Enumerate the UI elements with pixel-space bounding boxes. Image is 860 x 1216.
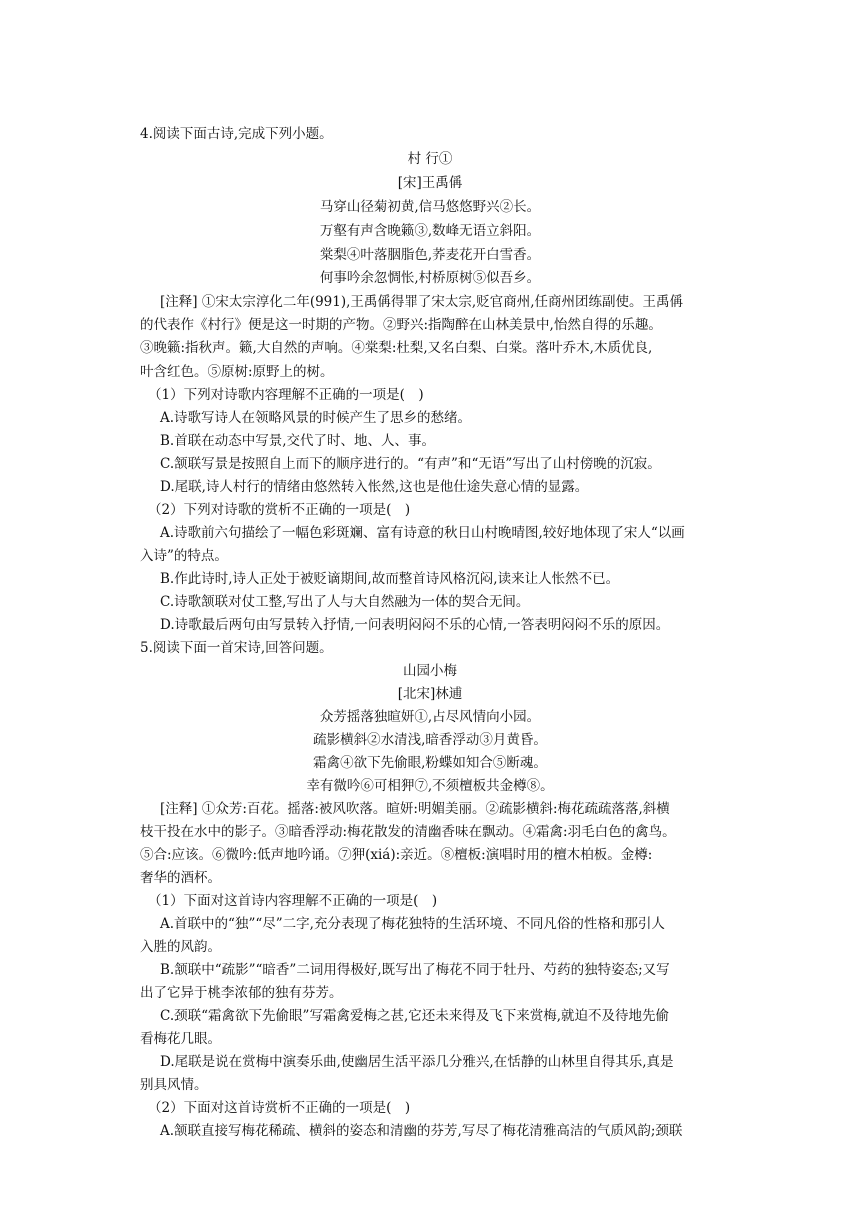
q5-author: [北宋]林逋 (397, 686, 463, 702)
q4-poem-line: 何事吟余忽惆怅,村桥原树⑤似吾乡。 (319, 270, 541, 286)
q4-sub2-option-c: C.诗歌颔联对仗工整,写出了人与大自然融为一体的契合无间。 (160, 594, 530, 610)
q4-sub1-question: （1）下列对诗歌内容理解不正确的一项是( ) (148, 387, 424, 403)
q5-sub1-option-b-cont: 出了它异于桃李浓郁的独有芬芳。 (140, 985, 343, 1001)
q4-note-line: ③晚籁:指秋声。籁,大自然的声响。④棠梨:杜梨,又名白梨、白棠。落叶乔木,木质优良, (140, 340, 653, 356)
q5-sub1-option-d: D.尾联是说在赏梅中演奏乐曲,使幽居生活平添几分雅兴,在恬静的山林里自得其乐,真是 (160, 1054, 674, 1070)
q5-sub2-option-a: A.颔联直接写梅花稀疏、横斜的姿态和清幽的芬芳,写尽了梅花清雅高洁的气质风韵;颈联 (160, 1123, 683, 1139)
q4-note-line: 叶含红色。⑤原树:原野上的树。 (140, 364, 334, 380)
q4-sub2-option-b: B.作此诗时,诗人正处于被贬谪期间,故而整首诗风格沉闷,读来让人怅然不已。 (160, 571, 620, 587)
q5-poem-line: 幸有微吟⑥可相狎⑦,不须檀板共金樽⑧。 (306, 778, 554, 794)
q5-poem-line: 疏影横斜②水清浅,暗香浮动③月黄昏。 (313, 732, 547, 748)
q4-sub1-option-b: B.首联在动态中写景,交代了时、地、人、事。 (160, 433, 436, 449)
q5-stem: 5.阅读下面一首宋诗,回答问题。 (140, 640, 333, 656)
q4-sub2-option-a-cont: 入诗”的特点。 (140, 548, 228, 564)
q4-author: [宋]王禹偁 (397, 175, 463, 191)
q4-sub2-question: （2）下列对诗歌的赏析不正确的一项是( ) (148, 502, 411, 518)
q4-poem-line: 马穿山径菊初黄,信马悠悠野兴②长。 (319, 199, 541, 215)
q5-poem-line: 霜禽④欲下先偷眼,粉蝶如知合⑤断魂。 (313, 755, 547, 771)
q5-note-line: [注释] ①众芳:百花。摇落:被风吹落。暄妍:明媚美丽。②疏影横斜:梅花疏疏落落,斜横 (160, 801, 670, 817)
q5-sub1-option-c-cont: 看梅花几眼。 (140, 1031, 221, 1047)
q5-sub1-option-c: C.颈联“霜禽欲下先偷眼”写霜禽爱梅之甚,它还未来得及飞下来赏梅,就迫不及待地先偷 (160, 1008, 670, 1024)
q4-sub1-option-a: A.诗歌写诗人在领略风景的时候产生了思乡的愁绪。 (160, 410, 472, 426)
q4-poem-line: 棠梨④叶落胭脂色,荞麦花开白雪香。 (319, 247, 541, 263)
q5-sub2-question: （2）下面对这首诗赏析不正确的一项是( ) (148, 1100, 411, 1116)
q4-sub1-option-c: C.颔联写景是按照自上而下的顺序进行的。“有声”和“无语”写出了山村傍晚的沉寂。 (160, 456, 661, 472)
q5-note-line: ⑤合:应该。⑥微吟:低声地吟诵。⑦狎(xiá):亲近。⑧檀板:演唱时用的檀木柏板。金樽: (140, 847, 653, 863)
q5-note-line: 奢华的酒杯。 (140, 870, 221, 886)
q5-sub1-question: （1）下面对这首诗内容理解不正确的一项是( ) (148, 893, 438, 909)
q5-poem-line: 众芳摇落独暄妍①,占尽风情向小园。 (319, 709, 541, 725)
q5-sub1-option-d-cont: 别具风情。 (140, 1077, 208, 1093)
q5-sub1-option-a: A.首联中的“独”“尽”二字,充分表现了梅花独特的生活环境、不同凡俗的性格和那引人 (160, 916, 665, 932)
q4-poem-line: 万壑有声含晚籁③,数峰无语立斜阳。 (319, 223, 541, 239)
q5-sub1-option-a-cont: 入胜的风韵。 (140, 939, 221, 955)
q5-note-line: 枝干投在水中的影子。③暗香浮动:梅花散发的清幽香味在飘动。④霜禽:羽毛白色的禽鸟。 (140, 824, 676, 840)
q5-sub1-option-b: B.颔联中“疏影”“暗香”二词用得极好,既写出了梅花不同于牡丹、芍药的独特姿态;又写 (160, 962, 670, 978)
q4-sub2-option-d: D.诗歌最后两句由写景转入抒情,一问表明闷闷不乐的心情,一答表明闷闷不乐的原因。 (160, 617, 670, 633)
q4-sub2-option-a: A.诗歌前六句描绘了一幅色彩斑斓、富有诗意的秋日山村晚晴图,较好地体现了宋人“以画 (160, 525, 685, 541)
q4-stem: 4.阅读下面古诗,完成下列小题。 (140, 126, 333, 142)
q4-poem-title: 村 行① (407, 151, 453, 167)
q5-poem-title: 山园小梅 (403, 663, 457, 679)
q4-note-line: 的代表作《村行》便是这一时期的产物。②野兴:指陶醉在山林美景中,怡然自得的乐趣。 (140, 317, 662, 333)
q4-sub1-option-d: D.尾联,诗人村行的情绪由悠然转入怅然,这也是他仕途失意心情的显露。 (160, 479, 589, 495)
q4-note-line: [注释] ①宋太宗淳化二年(991),王禹偁得罪了宋太宗,贬官商州,任商州团练副使。王禹偁 (160, 294, 683, 310)
